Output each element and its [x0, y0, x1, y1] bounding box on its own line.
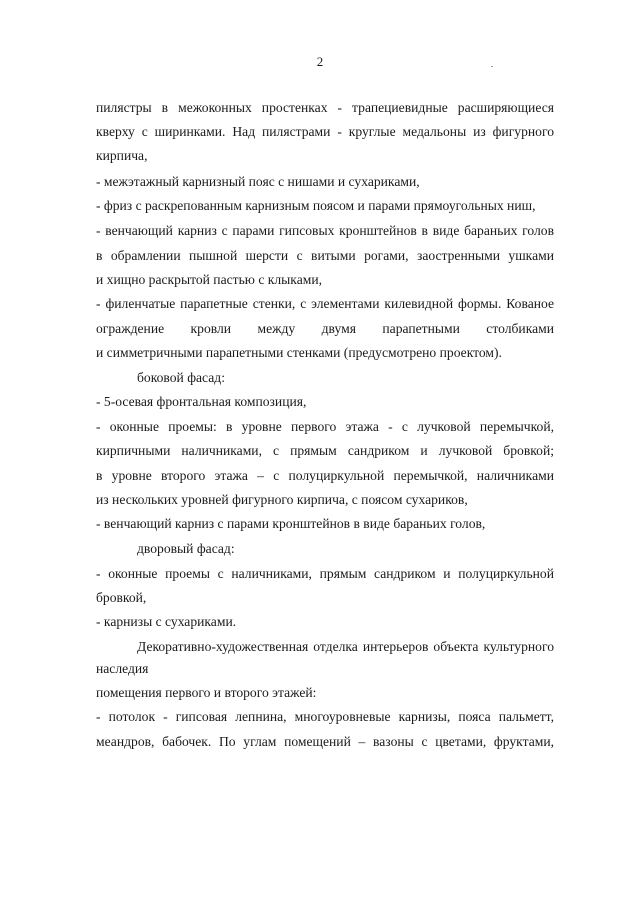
- text-line: кирпича,: [96, 148, 148, 163]
- text-line: и симметричными парапетными стенками (предусмотрено проектом).: [96, 345, 502, 360]
- section-heading: дворовый фасад:: [137, 541, 235, 556]
- scan-speck: [491, 66, 493, 67]
- text-line: - потолок - гипсовая лепнина, многоуровневые карнизы, пояса пальметт,: [96, 709, 554, 724]
- text-line: - оконные проемы: в уровне первого этажа - с лучковой перемычкой,: [96, 419, 554, 434]
- text-line: в обрамлении пышной шерсти с витыми рогами, заостренными ушками: [96, 248, 554, 263]
- text-line: - венчающий карниз с парами гипсовых кронштейнов в виде бараньих голов: [96, 223, 554, 238]
- text-line: - 5-осевая фронтальная композиция,: [96, 394, 307, 409]
- text-line: пилястры в межоконных простенках - трапециевидные расширяющиеся: [96, 100, 554, 115]
- section-heading: Декоративно-художественная отделка интерьеров объекта культурного: [137, 639, 554, 654]
- text-line: помещения первого и второго этажей:: [96, 685, 317, 700]
- text-line: наследия: [96, 661, 149, 676]
- text-line: и хищно раскрытой пастью с клыками,: [96, 272, 323, 287]
- section-heading: боковой фасад:: [137, 370, 225, 385]
- text-line: - межэтажный карнизный пояс с нишами и сухариками,: [96, 174, 420, 189]
- text-line: меандров, бабочек. По углам помещений – вазоны с цветами, фруктами,: [96, 734, 554, 749]
- text-line: кирпичными наличниками, с прямым сандриком и лучковой бровкой;: [96, 443, 554, 458]
- text-line: кверху с ширинками. Над пилястрами - круглые медальоны из фигурного: [96, 124, 554, 139]
- text-line: - оконные проемы с наличниками, прямым сандриком и полуциркульной: [96, 566, 554, 581]
- text-line: из нескольких уровней фигурного кирпича, с поясом сухариков,: [96, 492, 468, 507]
- text-line: бровкой,: [96, 590, 147, 605]
- text-line: ограждение кровли между двумя парапетными столбиками: [96, 321, 554, 336]
- text-line: - фриз с раскрепованным карнизным поясом и парами прямоугольных ниш,: [96, 198, 536, 213]
- text-line: в уровне второго этажа – с полуциркульной перемычкой, наличниками: [96, 468, 554, 483]
- text-line: - филенчатые парапетные стенки, с элементами килевидной формы. Кованое: [96, 296, 554, 311]
- text-line: - карнизы с сухариками.: [96, 614, 237, 629]
- page-number: 2: [316, 54, 324, 69]
- text-line: - венчающий карниз с парами кронштейнов в виде бараньих голов,: [96, 516, 486, 531]
